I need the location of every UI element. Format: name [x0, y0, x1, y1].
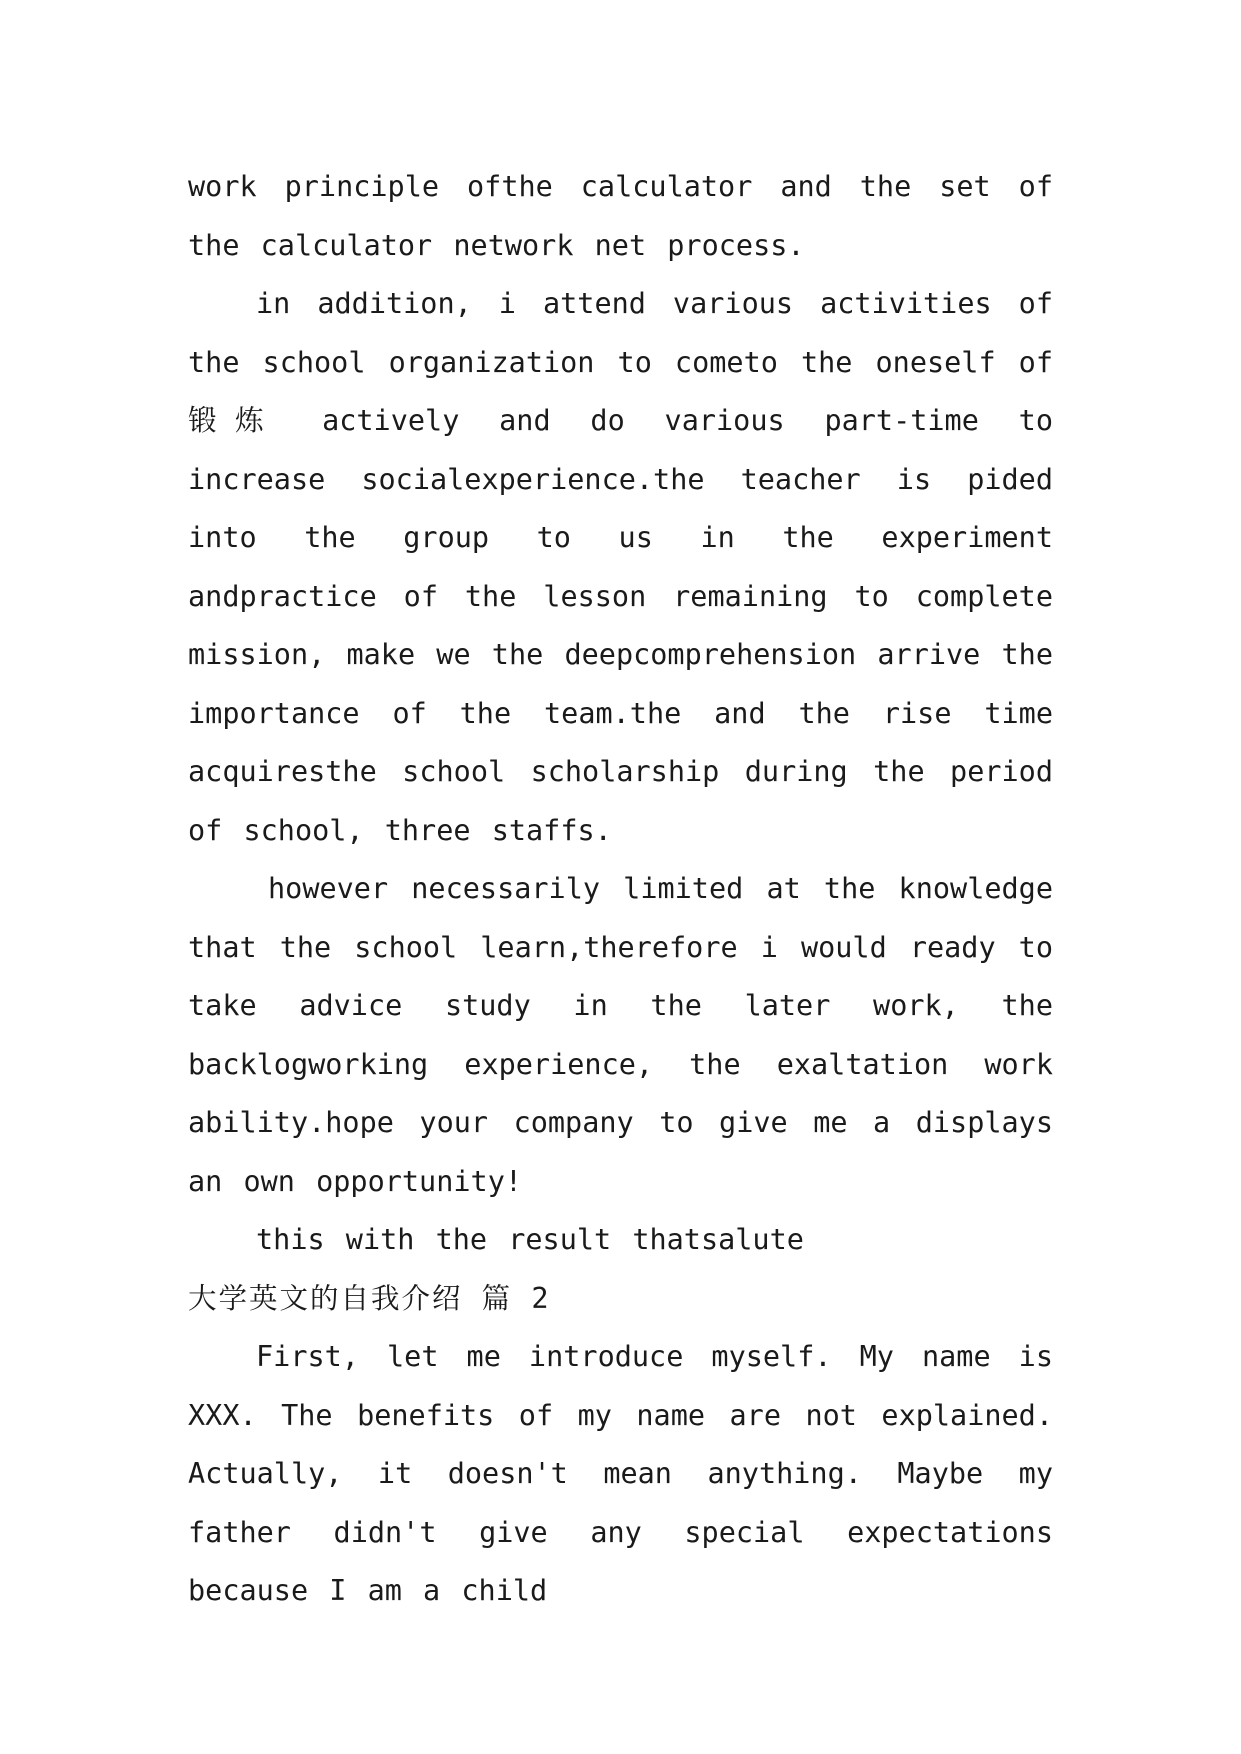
document-page — [188, 158, 1053, 1621]
paragraph-introduction: First, let me introduce myself. My name is XXX. The benefits of my name are not explained. Actually, it doesn't mean anything. Maybe my father didn't give any special expectations because I am a child — [188, 1340, 1053, 1607]
paragraph-knowledge: however necessarily limited at the knowledge that the school learn,therefore i would ready to take advice study in the later work, the backlogworking experience, the exaltation work ability.hope your company to give me a displays an own opportunity! — [188, 872, 1053, 1198]
paragraph-salute: this with the result thatsalute — [256, 1223, 804, 1256]
paragraph-calculator: work principle ofthe calculator and the set of the calculator network net process. — [188, 170, 1053, 262]
paragraph-activities: in addition, i attend various activities of the school organization to cometo the oneself of 锻炼 actively and do various part-time to increase socialexperience.the teacher is pided into the group to us in the experiment andpractice of the lesson remaining to complete mission, make we the deepcomprehension arrive the importance of the team.the and the rise time acquiresthe school scholarship during the period of school, three staffs. — [188, 287, 1053, 847]
section-heading: 大学英文的自我介绍 篇 2 — [188, 1281, 551, 1315]
